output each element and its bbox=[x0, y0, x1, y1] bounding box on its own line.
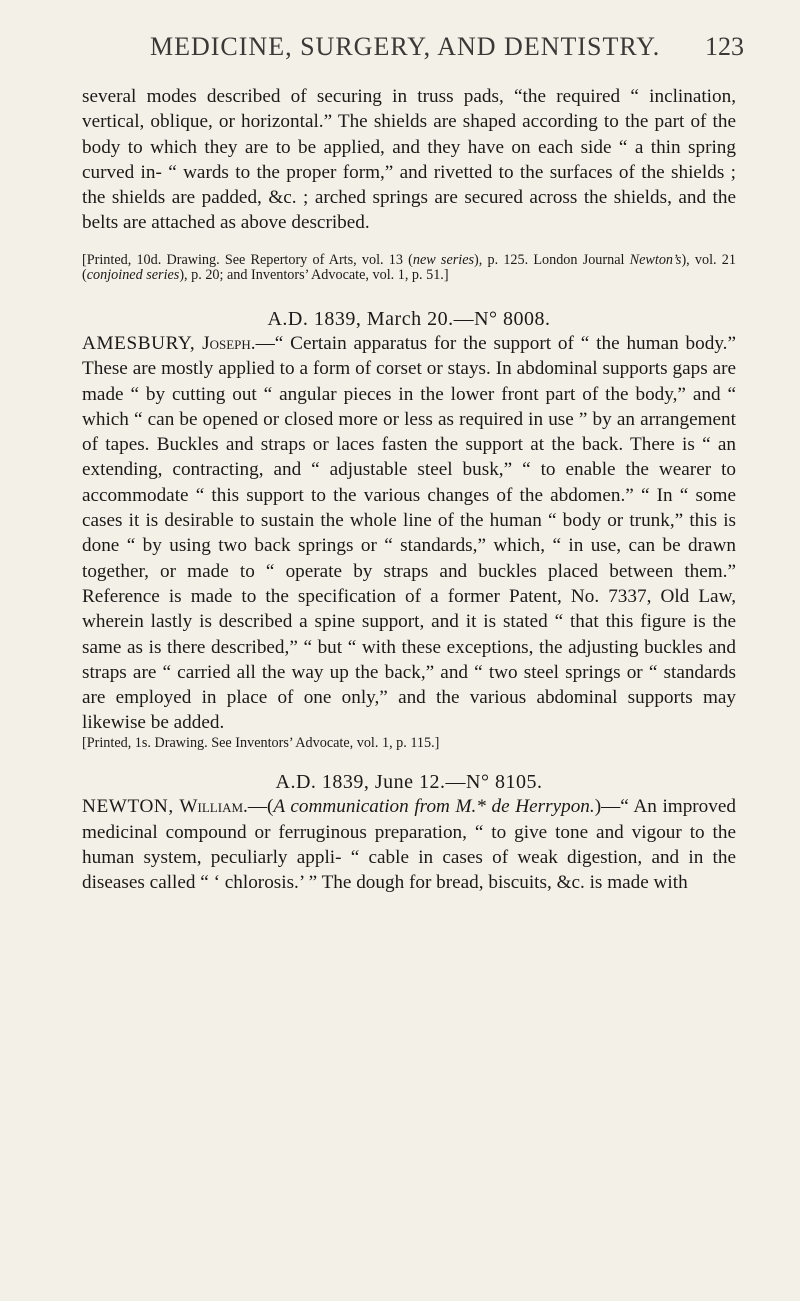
patentee-surname-2: NEWTON, bbox=[82, 796, 174, 818]
note-1-italic-conjoined-series: conjoined series bbox=[86, 267, 180, 284]
entry-heading-8105: A.D. 1839, June 12.—N° 8105. bbox=[275, 771, 543, 794]
entry-8008-body: —“ Certain apparatus for the support of “ the human body.” These are mostly applied to a form of corset or stays. In abdominal supports gaps are made “ by cutting out “ angular pieces in the lower front part of the body,” and “ which “ can be opened or closed more or less as required in use ” by an arrangement of tapes. Buckles and straps or laces fasten the support at the back. There is “ an extending, contracting, and “ adjustable steel busk,” “ to enable the wearer to accommodate “ this support to the various changes of the abdomen.” “ In “ some cases it is desirable to sustain the whole line of the human “ body or trunk,” this is done “ by using two back springs or “ standards,” which, “ in use, can be drawn together, or made to “ operate by straps and buckles placed between them.” Reference is made to the specification of a former Patent, No. 7337, Old Law, wherein lastly is described a spine support, and it is stated “ that this figure is the same as is there described,” “ but “ with these exceptions, the adjusting buckles and straps are “ carried all the way up the back,” and “ two steel springs or “ standards are employed in place of one only,” and the various abdominal supports may likewise be added. bbox=[82, 332, 736, 734]
communication-note: A communication from M.* de Herrypon. bbox=[273, 796, 595, 818]
note-1-part-b: ), p. 125. London Journal bbox=[474, 251, 630, 268]
note-1-part-a: [Printed, 10d. Drawing. See Repertory of Arts, vol. 13 ( bbox=[82, 251, 413, 268]
running-head bbox=[0, 32, 800, 72]
running-title: MEDICINE, SURGERY, AND DENTISTRY. bbox=[150, 32, 661, 61]
entry-8105-text bbox=[82, 794, 736, 895]
note-1-italic-new-series: new series bbox=[412, 251, 475, 268]
entry-8105-close: ) bbox=[594, 796, 602, 818]
entry-8008-text bbox=[82, 331, 736, 736]
entry-8105-body: —“ An improved medicinal compound or ferruginous preparation, “ to give tone and vigour to the human system, peculiarly appli- “ cable in cases of weak digestion, and in the diseases called “ ‘ chlorosis.’ ” The dough for bread, biscuits, &c. is made with bbox=[82, 796, 736, 894]
page-number: 123 bbox=[705, 32, 744, 61]
printed-note-1 bbox=[82, 253, 736, 284]
note-1-part-c: ), vol. 21 ( bbox=[82, 251, 736, 284]
continued-paragraph: several modes described of securing in truss pads, “the required “ inclination, vertical, oblique, or horizontal.” The shields are shaped according to the part of the body to which they are to be applied, and they have on each side “ a thin spring curved in- “ wards to the proper form,” and rivetted to the surfaces of the shields ; the shields are padded, &c. ; arched springs are secured across the shields, and the belts are attached as above described. bbox=[82, 86, 736, 234]
note-1-part-d: ), p. 20; and Inventors’ Advocate, vol. 1, p. 51.] bbox=[179, 267, 449, 284]
entry-heading-8008: A.D. 1839, March 20.—N° 8008. bbox=[267, 307, 551, 330]
entry-8105-dash: —( bbox=[247, 796, 274, 818]
patentee-given-name: Joseph. bbox=[202, 332, 256, 354]
printed-note-2: [Printed, 1s. Drawing. See Inventors’ Advocate, vol. 1, p. 115.] bbox=[82, 734, 440, 751]
note-1-italic-newtons: Newton’s bbox=[629, 251, 682, 268]
patentee-given-name-2: William. bbox=[179, 796, 248, 818]
patentee-surname: AMESBURY, bbox=[82, 332, 196, 354]
page-body bbox=[82, 84, 736, 896]
printed-note-1-text bbox=[82, 253, 736, 284]
